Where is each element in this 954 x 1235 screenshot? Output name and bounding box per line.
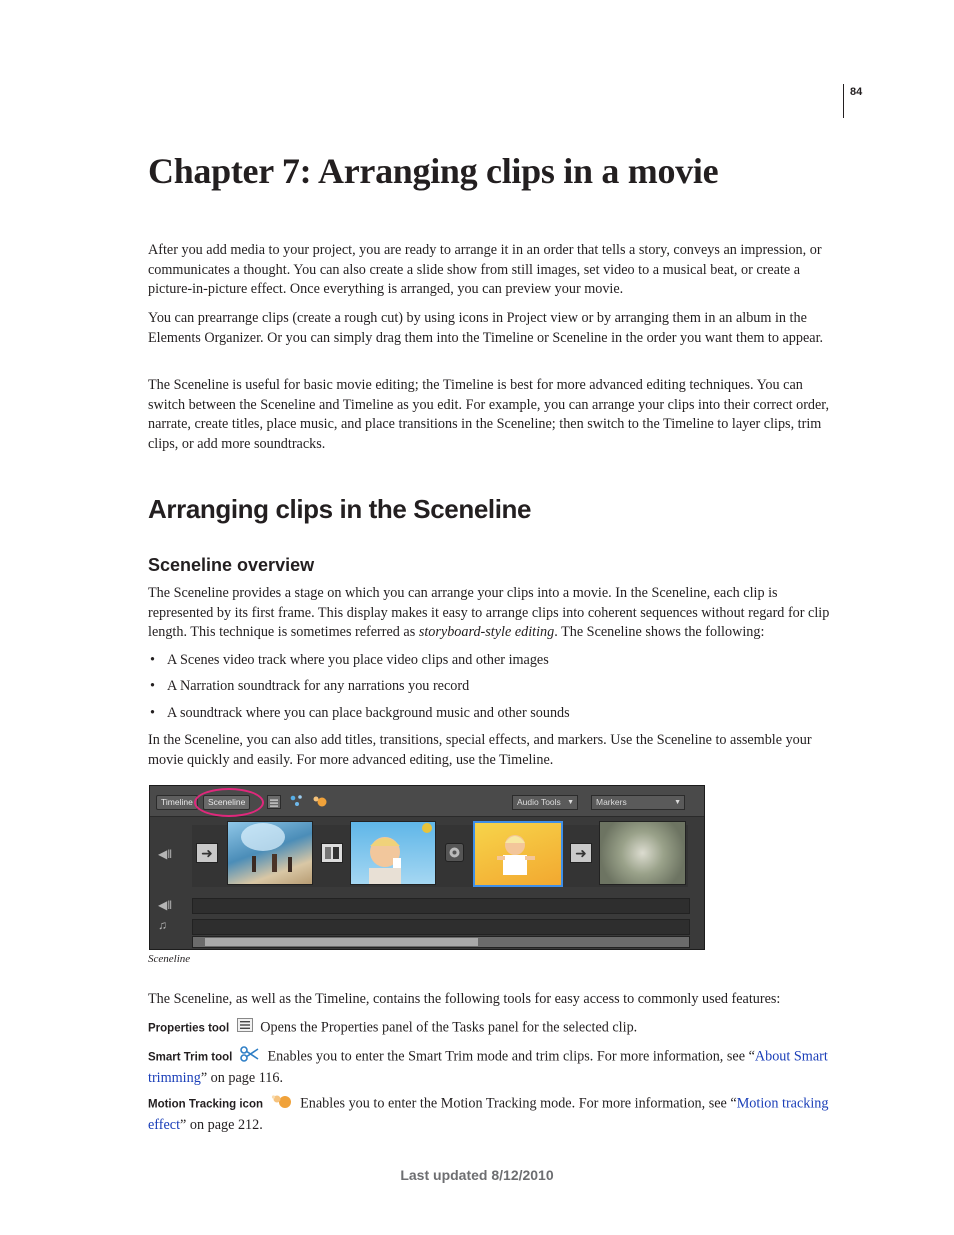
footer-last-updated: Last updated 8/12/2010	[400, 1167, 554, 1183]
sceneline-screenshot	[149, 785, 705, 950]
soundtrack-icon: ♫	[158, 918, 167, 932]
properties-tool-entry: Properties tool Opens the Properties panel of the Tasks panel for the selected clip.	[148, 1018, 840, 1039]
intro-paragraph-2: You can prearrange clips (create a rough cut) by using icons in Project view or by arranging them in an album in the Elements Organizer. Or you can simply drag them into the Timeline or Sceneline in the order you want them to appear.	[148, 310, 824, 346]
page-number-rule	[843, 84, 844, 118]
transition-arrow-icon[interactable]: ➜	[570, 843, 592, 863]
properties-icon[interactable]	[267, 795, 281, 809]
smart-trim-tool-label: Smart Trim tool	[148, 1051, 233, 1064]
about-smart-trimming-link[interactable]: About Smart trimming	[148, 1048, 828, 1086]
clip-thumbnail-blur[interactable]	[599, 821, 686, 885]
clip-thumbnail-boy[interactable]	[350, 821, 436, 885]
video-track-icon: ◀ǁ	[158, 847, 173, 861]
after-bullets-paragraph: In the Sceneline, you can also add titles, transitions, special effects, and markers. Use the Sceneline to assemble your movie quickly and easily. For more advanced editing, use the Timeline.	[148, 732, 812, 768]
motion-tracking-icon	[271, 1093, 293, 1116]
properties-tool-label: Properties tool	[148, 1022, 230, 1035]
motion-tracking-icon[interactable]	[312, 794, 328, 813]
sceneline-tab[interactable]: Sceneline	[203, 795, 250, 810]
subsection-title: Sceneline overview	[148, 555, 315, 575]
overview-paragraph: The Sceneline provides a stage on which you can arrange your clips into a movie. In the Sceneline, each clip is represented by its first frame. This display makes it easy to arrange clips into coherent sequences without regard for clip length. This technique is sometimes referred as storyboard-style editing. The Sceneline shows the following:	[148, 585, 830, 641]
page-number: 84	[850, 86, 863, 98]
narration-track	[192, 898, 690, 914]
markers-dropdown[interactable]: Markers ▼	[591, 795, 685, 810]
soundtrack-track	[192, 919, 690, 935]
intro-paragraph-1: After you add media to your project, you are ready to arrange it in an order that tells a story, conveys an impression, or communicates a thought. You can also create a slide show from still images, set video to a musical beat, or create a picture-in-picture effect. Once everything is arranged, you can preview your movie.	[148, 242, 822, 298]
timeline-tab[interactable]: Timeline	[156, 795, 198, 810]
section-title: Arranging clips in the Sceneline	[148, 494, 532, 524]
chevron-down-icon: ▼	[674, 799, 681, 806]
transition-icon[interactable]	[445, 843, 464, 862]
properties-icon	[237, 1018, 253, 1039]
motion-tracking-effect-link[interactable]: Motion tracking effect	[148, 1095, 829, 1133]
transition-arrow-icon[interactable]: ➜	[196, 843, 218, 863]
motion-tracking-label: Motion Tracking icon	[148, 1098, 264, 1111]
intro-paragraph-3: The Sceneline is useful for basic movie editing; the Timeline is best for more advanced editing techniques. You can switch between the Sceneline and Timeline as you edit. For example, you can arrange your clips into their correct order, narrate, create titles, place music, and place transitions in the Sceneline; then switch to the Timeline to layer clips, trim clips, or add more soundtracks.	[148, 377, 830, 452]
sceneline-scrollbar[interactable]	[192, 936, 690, 948]
tools-intro: The Sceneline, as well as the Timeline, contains the following tools for easy access to commonly used features:	[148, 991, 781, 1007]
smart-trim-icon[interactable]	[289, 794, 305, 813]
scissors-icon	[240, 1046, 260, 1069]
chapter-title: Chapter 7: Arranging clips in a movie	[148, 151, 719, 191]
narration-track-icon: ◀ǁ	[158, 898, 173, 912]
motion-tracking-entry: Motion Tracking icon Enables you to enter the Motion Tracking mode. For more information, see “Motion tracking effect” on page 212.	[148, 1093, 840, 1135]
smart-trim-tool-entry: Smart Trim tool Enables you to enter the Smart Trim mode and trim clips. For more information, see “About Smart trimming” on page 116.	[148, 1046, 840, 1088]
transition-icon[interactable]	[321, 843, 343, 863]
clip-thumbnail-beach[interactable]	[227, 821, 313, 885]
audio-tools-dropdown[interactable]: Audio Tools ▼	[512, 795, 578, 810]
highlight-ring	[194, 788, 264, 817]
scrollbar-thumb[interactable]	[205, 938, 478, 946]
chevron-down-icon: ▼	[567, 799, 574, 806]
clip-thumbnail-girl[interactable]	[473, 821, 563, 887]
figure-caption: Sceneline	[148, 953, 191, 965]
